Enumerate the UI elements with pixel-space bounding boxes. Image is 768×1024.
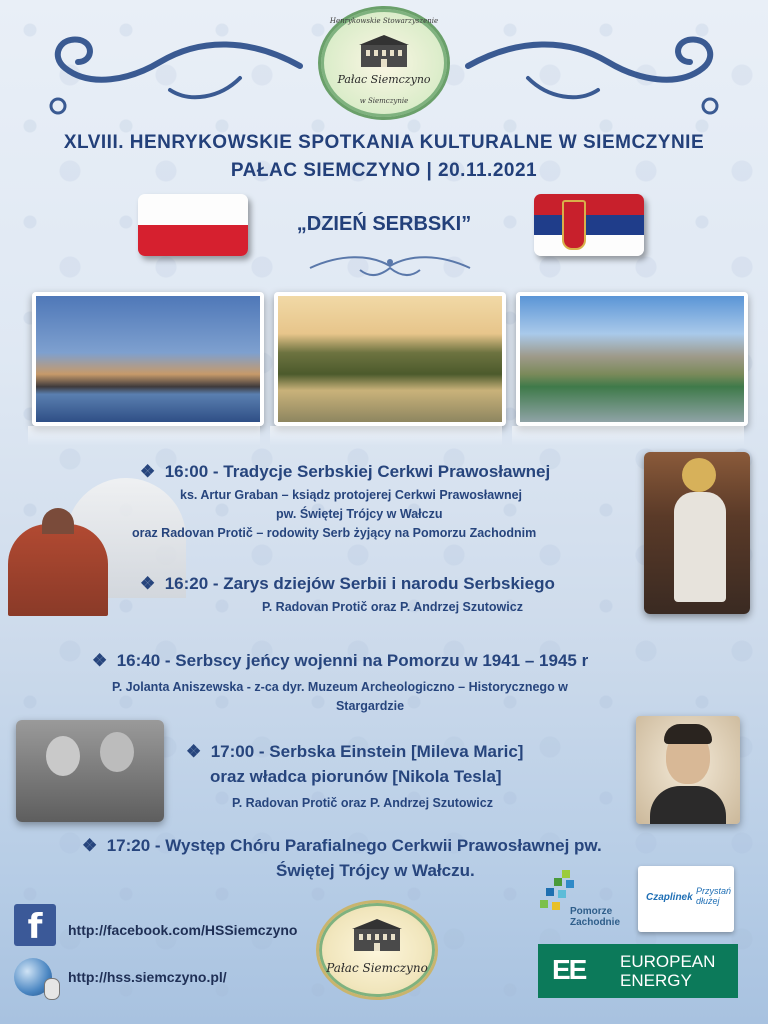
program-item-1700 [186, 742, 523, 762]
european-energy-logo [538, 944, 738, 998]
program-speaker-line: ks. Artur Graban – ksiądz protojerej Cerkwi Prawosławnej [180, 488, 523, 502]
logo-name: Pałac Siemczyno [337, 73, 431, 86]
logo-bottom-text: w Siemczynie [359, 97, 409, 105]
program-item-1720 [82, 836, 602, 856]
serbian-coat-of-arms-icon [562, 200, 586, 250]
program-title: 17:20 - Występ Chóru Parafialnego Cerkwii Prawosławnej pw. [106, 836, 602, 855]
logo-name: Pałac Siemczyno [326, 961, 428, 975]
belgrade-photo [32, 292, 264, 426]
ornament-right [458, 18, 758, 118]
mouse-icon [44, 978, 60, 1000]
energy-line1: EUROPEAN [620, 952, 716, 971]
diamond-bullet-icon: ❖ [92, 651, 108, 670]
association-logo [318, 6, 450, 120]
facebook-icon[interactable]: f [14, 904, 56, 946]
serbia-flag [534, 194, 644, 256]
diamond-bullet-icon: ❖ [140, 574, 156, 593]
photo-reflection [512, 426, 744, 446]
program-title: 17:00 - Serbska Einstein [Mileva Maric] [210, 742, 524, 761]
czaplinek-tagline: Przystań dłużej [696, 886, 732, 906]
website-link[interactable]: http://hss.siemczyno.pl/ [68, 969, 227, 985]
einstein-maric-photo [16, 720, 164, 822]
ee-mark: EE [552, 954, 586, 985]
program-title: 16:00 - Tradycje Serbskiej Cerkwi Prawosławnej [164, 462, 551, 481]
program-speaker-line: P. Radovan Protič oraz P. Andrzej Szutowicz [262, 600, 523, 614]
pomorze-zachodnie-logo [536, 868, 632, 928]
event-name: „DZIEŃ SERBSKI” [296, 213, 472, 235]
program-item-1620 [140, 574, 555, 594]
program-title-cont: Świętej Trójcy w Wałczu. [276, 861, 475, 880]
program-title: 16:40 - Serbscy jeńcy wojenni na Pomorzu w 1941 – 1945 r [116, 651, 589, 670]
program-speaker-line: Stargardzie [335, 699, 405, 713]
poland-flag [138, 194, 248, 256]
golubac-fortress-photo [516, 292, 748, 426]
palace-icon [357, 33, 411, 69]
photo-reflection [28, 426, 260, 446]
danube-gorge-photo [274, 292, 506, 426]
logo-top-text: Henrykowskie Stowarzyszenie [329, 17, 439, 25]
palace-siemczyno-logo [316, 900, 438, 1000]
ornament-left [10, 18, 310, 118]
czaplinek-logo [638, 866, 734, 932]
photo-reflection [270, 426, 502, 446]
program-item-1600 [140, 462, 550, 482]
palace-icon [350, 917, 404, 953]
ornament-divider [300, 250, 480, 280]
pomorze-label: Pomorze Zachodnie [570, 906, 621, 928]
program-speaker-line: oraz Radovan Protič – rodowity Serb żyjący na Pomorzu Zachodnim [132, 526, 537, 540]
orthodox-church-image [6, 468, 206, 618]
diamond-bullet-icon: ❖ [140, 462, 156, 481]
energy-line2: ENERGY [620, 971, 692, 990]
diamond-bullet-icon: ❖ [82, 836, 98, 855]
program-speaker-line: P. Jolanta Aniszewska - z-ca dyr. Muzeum Archeologiczno – Historycznego w [112, 680, 568, 694]
diamond-bullet-icon: ❖ [186, 742, 202, 761]
event-venue-date: PAŁAC SIEMCZYNO | 20.11.2021 [230, 160, 538, 181]
program-title-cont: oraz władca piorunów [Nikola Tesla] [210, 767, 502, 786]
event-title: XLVIII. HENRYKOWSKIE SPOTKANIA KULTURALNE W SIEMCZYNIE [63, 132, 705, 153]
program-title: 16:20 - Zarys dziejów Serbii i narodu Serbskiego [164, 574, 555, 593]
facebook-link[interactable]: http://facebook.com/HSSiemczyno [68, 922, 298, 938]
orthodox-icon-image [644, 452, 750, 614]
czaplinek-name: Czaplinek [646, 892, 693, 903]
program-item-1640 [92, 651, 588, 671]
tesla-portrait [636, 716, 740, 824]
program-speaker-line: P. Radovan Protič oraz P. Andrzej Szutowicz [232, 796, 493, 810]
program-speaker-line: pw. Świętej Trójcy w Wałczu [276, 507, 443, 521]
